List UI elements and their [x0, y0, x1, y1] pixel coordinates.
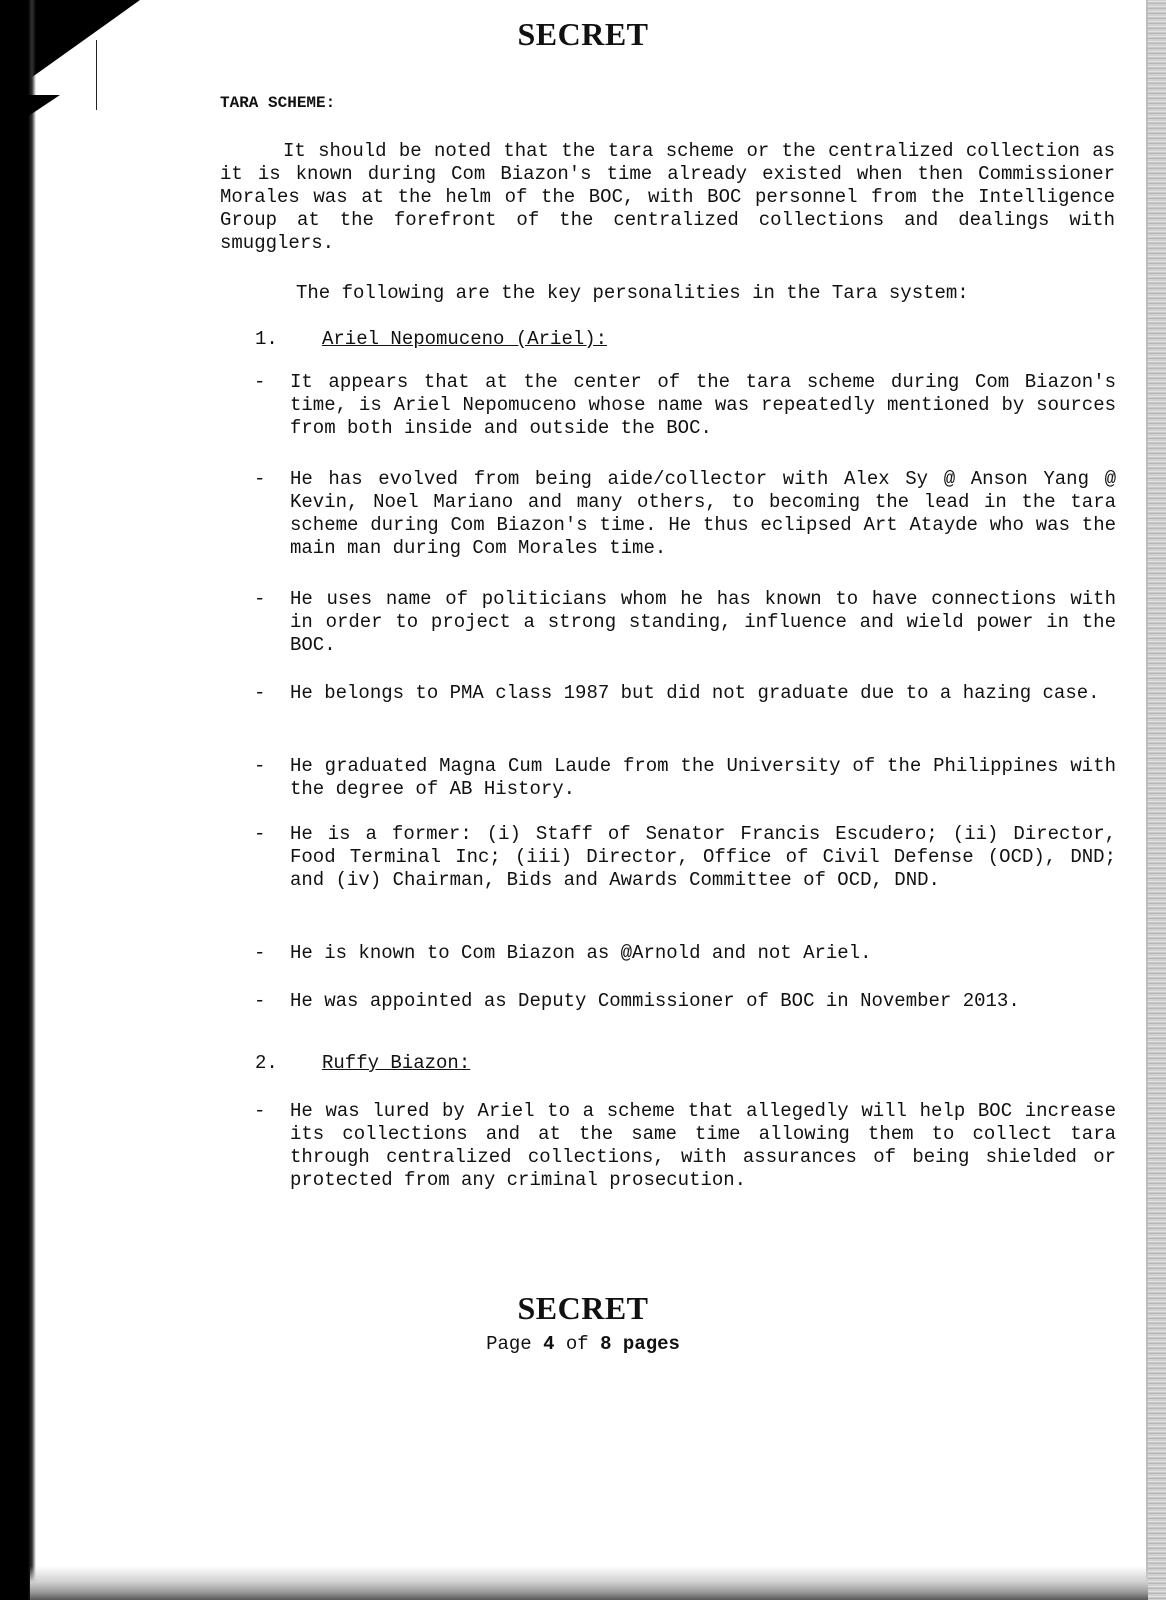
bullet-text: It appears that at the center of the tara scheme during Com Biazon's time, is Ariel Nepomuceno whose name was repeatedly mentioned by sources from both inside and outside the BOC. [290, 371, 1116, 439]
lead-in-sentence: The following are the key personalities in the Tara system: [296, 282, 969, 304]
bullet-dash: - [254, 468, 266, 490]
page-number [0, 1333, 1166, 1355]
bullet-text: He has evolved from being aide/collector with Alex Sy @ Anson Yang @ Kevin, Noel Mariano and many others, to becoming the lead in the tara scheme during Com Biazon's time. He thus eclipsed Art Atayde who was the main man during Com Morales time. [290, 468, 1116, 559]
bullet-text: He is a former: (i) Staff of Senator Francis Escudero; (ii) Director, Food Terminal Inc; (iii) Director, Office of Civil Defense (OCD), DND; and (iv) Chairman, Bids and Awards Committee of OCD, DND. [290, 823, 1116, 891]
scan-left-edge [0, 0, 36, 1600]
page-total: 8 [600, 1333, 612, 1355]
personality-name: Ariel Nepomuceno (Ariel): [322, 328, 608, 350]
scan-right-edge [1146, 0, 1166, 1600]
bullet-text: He was appointed as Deputy Commissioner of BOC in November 2013. [290, 990, 1020, 1012]
page-label-suffix: pages [622, 1333, 680, 1355]
section-title: TARA SCHEME: [220, 94, 336, 112]
footer-classification: SECRET [517, 1290, 649, 1326]
bullet-dash: - [254, 990, 266, 1012]
bullet-dash: - [254, 823, 266, 845]
bullet-text: He was lured by Ariel to a scheme that allegedly will help BOC increase its collections and at the same time allowing them to collect tara through centralized collections, with assurances of being shielded or protected from any criminal prosecution. [290, 1100, 1116, 1191]
bullet-dash: - [254, 682, 266, 704]
scan-bottom-edge [30, 1566, 1148, 1600]
page-label-prefix: Page [486, 1333, 532, 1355]
personality-name: Ruffy Biazon: [322, 1052, 471, 1074]
bullet-dash: - [254, 1100, 266, 1122]
bullet-text: He belongs to PMA class 1987 but did not graduate due to a hazing case. [290, 682, 1100, 704]
intro-paragraph: It should be noted that the tara scheme or the centralized collection as it is known during Com Biazon's time already existed when then Commissioner Morales was at the helm of the BOC, with BOC personnel from the Intelligence Group at the forefront of the centralized collections and dealings with smugglers. [220, 140, 1115, 254]
bullet-text: He is known to Com Biazon as @Arnold and not Ariel. [290, 942, 872, 964]
scan-left-wedge [0, 95, 60, 135]
bullet-text: He graduated Magna Cum Laude from the University of the Philippines with the degree of AB History. [290, 755, 1116, 800]
bullet-text: He uses name of politicians whom he has known to have connections with in order to project a strong standing, influence and wield power in the BOC. [290, 588, 1116, 656]
item-number: 1. [255, 328, 278, 350]
bullet-dash: - [254, 942, 266, 964]
header-classification: SECRET [517, 16, 649, 52]
item-number: 2. [255, 1052, 278, 1074]
page-current: 4 [543, 1333, 555, 1355]
bullet-dash: - [254, 588, 266, 610]
page-of: of [565, 1333, 589, 1355]
bullet-dash: - [254, 371, 266, 393]
bullet-dash: - [254, 755, 266, 777]
